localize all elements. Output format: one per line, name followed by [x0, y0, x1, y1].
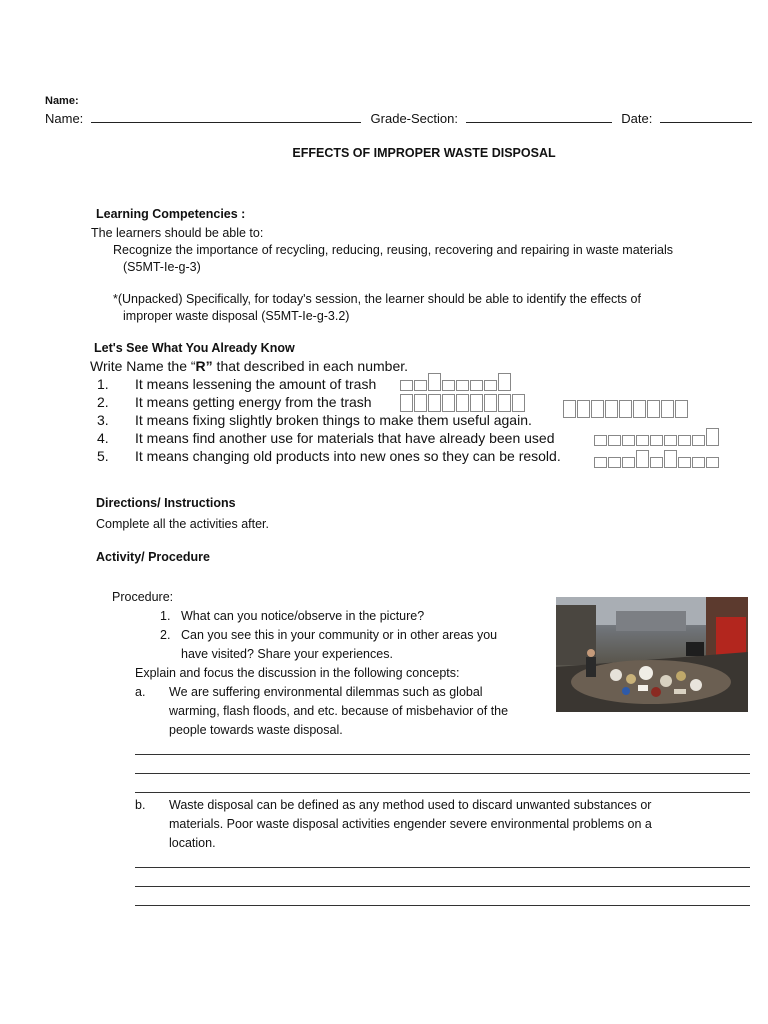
competency-code: (S5MT-Ie-g-3) [123, 260, 201, 274]
answer-line[interactable] [135, 773, 750, 774]
know-num-1: 1. [97, 376, 109, 392]
competencies-heading: Learning Competencies : [96, 207, 246, 221]
grade-label: Grade-Section: [370, 111, 458, 126]
know-heading: Let's See What You Already Know [94, 341, 295, 355]
know-item-5: It means changing old products into new ones so they can be resold. [135, 448, 561, 464]
q2-text: Can you see this in your community or in other areas you [181, 628, 498, 642]
garbage-street-photo [556, 597, 748, 712]
concept-a-label: a. [135, 685, 146, 699]
know-num-3: 3. [97, 412, 109, 428]
concept-a-line2: warming, flash floods, and etc. because of misbehavior of the [169, 704, 509, 718]
header-row [45, 110, 752, 126]
page-title: EFFECTS OF IMPROPER WASTE DISPOSAL [292, 146, 556, 160]
answer-line[interactable] [135, 792, 750, 793]
concept-a-line3: people towards waste disposal. [169, 723, 343, 737]
answer-boxes-4[interactable] [594, 428, 720, 446]
directions-heading: Directions/ Instructions [96, 496, 236, 510]
know-item-1: It means lessening the amount of trash [135, 376, 377, 392]
q2-num: 2. [160, 628, 171, 642]
answer-boxes-1[interactable] [400, 373, 512, 391]
know-item-4: It means find another use for materials that have already been used [135, 430, 555, 446]
instr-r: R” [195, 358, 213, 374]
concept-b-label: b. [135, 798, 146, 812]
know-item-2: It means getting energy from the trash [135, 394, 372, 410]
name-label: Name: [45, 111, 84, 126]
concept-a-line1: We are suffering environmental dilemmas such as global [169, 685, 483, 699]
procedure-label: Procedure: [112, 590, 174, 604]
activity-heading: Activity/ Procedure [96, 550, 210, 564]
unpacked-competency-cont: improper waste disposal (S5MT-Ie-g-3.2) [123, 309, 350, 323]
competencies-intro: The learners should be able to: [91, 226, 264, 240]
instr-pre: Write Name the “ [90, 358, 196, 374]
q2-text-cont: have visited? Share your experiences. [181, 647, 393, 661]
competency-item: Recognize the importance of recycling, reducing, reusing, recovering and repairing in waste materials [113, 243, 674, 257]
know-num-5: 5. [97, 448, 109, 464]
know-instruction [90, 358, 408, 374]
date-field[interactable] [660, 110, 752, 123]
answer-line[interactable] [135, 886, 750, 887]
directions-text: Complete all the activities after. [96, 517, 269, 531]
q1-text: What can you notice/observe in the picture? [181, 609, 425, 623]
unpacked-competency: *(Unpacked) Specifically, for today's session, the learner should be able to identify the effects of [113, 292, 641, 306]
answer-boxes-2[interactable] [400, 394, 526, 412]
q1-num: 1. [160, 609, 171, 623]
concept-b-line3: location. [169, 836, 216, 850]
instr-post: that described in each number. [212, 358, 409, 374]
answer-boxes-3[interactable] [563, 400, 689, 418]
explain-text: Explain and focus the discussion in the following concepts: [135, 666, 460, 680]
concept-b-line1: Waste disposal can be defined as any method used to discard unwanted substances or [169, 798, 652, 812]
know-num-4: 4. [97, 430, 109, 446]
concept-b-line2: materials. Poor waste disposal activities engender severe environmental problems on a [169, 817, 652, 831]
answer-boxes-5[interactable] [594, 450, 720, 468]
grade-field[interactable] [466, 110, 612, 123]
date-label: Date: [621, 111, 653, 126]
garbage-scene-illustration [556, 597, 748, 712]
name-field[interactable] [91, 110, 361, 123]
answer-line[interactable] [135, 867, 750, 868]
answer-line[interactable] [135, 905, 750, 906]
know-num-2: 2. [97, 394, 109, 410]
know-item-3: It means fixing slightly broken things to make them useful again. [135, 412, 532, 428]
answer-line[interactable] [135, 754, 750, 755]
name-heading: Name: [45, 95, 79, 107]
